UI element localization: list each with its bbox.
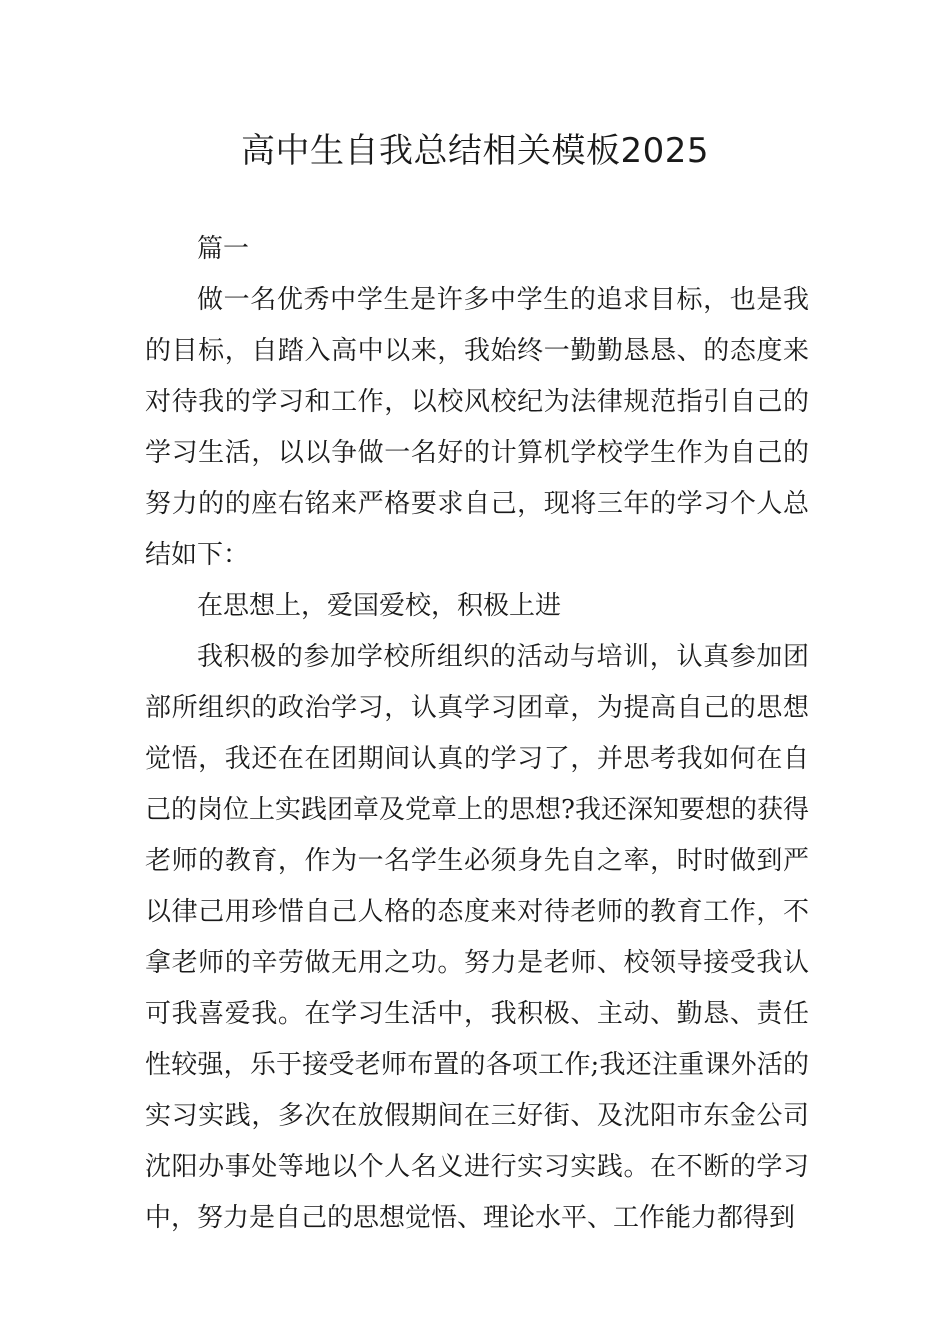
body-paragraph: 我积极的参加学校所组织的活动与培训，认真参加团部所组织的政治学习，认真学习团章，为提高自己的思想觉悟，我还在在团期间认真的学习了，并思考我如何在自己的岗位上实践团章及党章上的思想?我还深知要想的获得老师的教育，作为一名学生必须身先自之率，时时做到严以律己用珍惜自己人格的态度来对待老师的教育工作，不拿老师的辛劳做无用之功。努力是老师、校领导接受我认可我喜爱我。在学习生活中，我积极、主动、勤恳、责任性较强，乐于接受老师布置的各项工作;我还注重课外活的实习实践，多次在放假期间在三好街、及沈阳市东金公司沈阳办事处等地以个人名义进行实习实践。在不断的学习中，努力是自己的思想觉悟、理论水平、工作能力都得到 (145, 642, 809, 1233)
subheading-ideology: 在思想上，爱国爱校，积极上进 (197, 591, 562, 621)
intro-paragraph: 做一名优秀中学生是许多中学生的追求目标，也是我的目标，自踏入高中以来，我始终一勤勤恳恳、的态度来对待我的学习和工作，以校风校纪为法律规范指引自己的学习生活，以以争做一名好的计算机学校学生作为自己的努力的的座右铭来严格要求自己，现将三年的学习个人总结如下： (145, 285, 809, 570)
document-body (145, 224, 809, 1244)
section-heading: 篇一 (197, 234, 250, 264)
document-title: 高中生自我总结相关模板2025 (240, 131, 710, 171)
